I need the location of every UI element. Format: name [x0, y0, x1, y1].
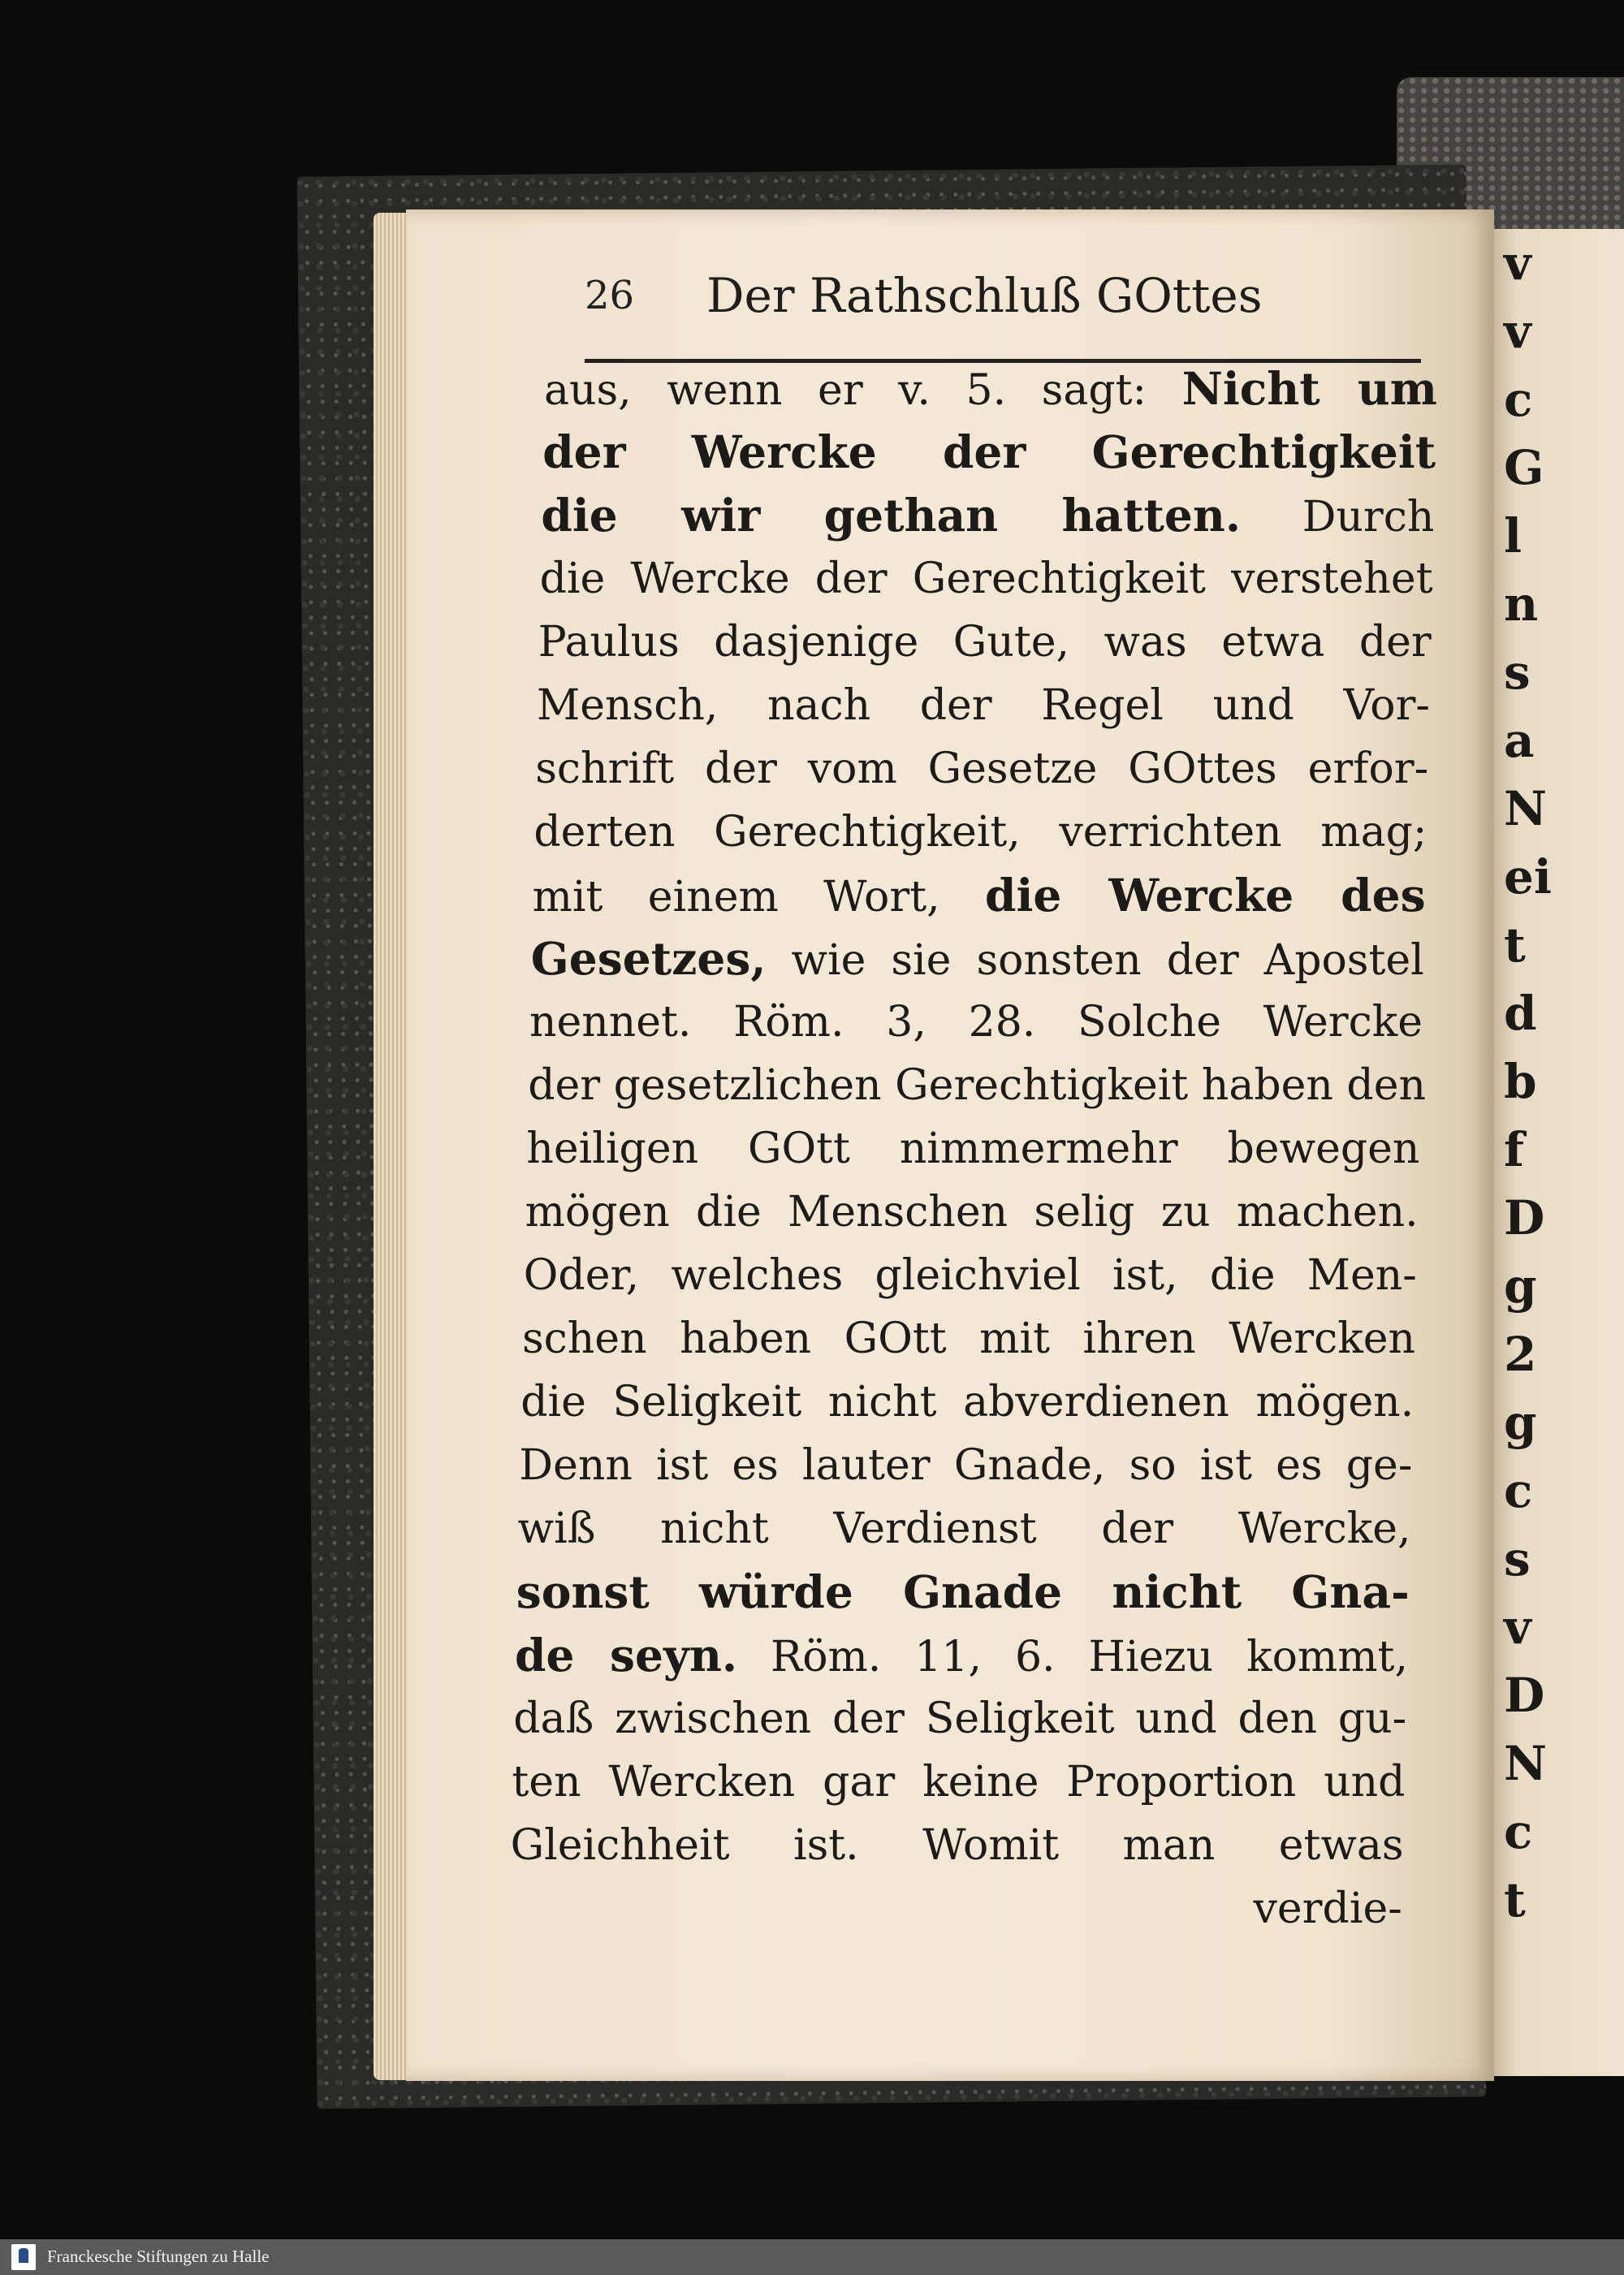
running-head-title: Der Rathschluß GOttes	[706, 268, 1263, 323]
text-segment: mögen die Menschen selig zu machen.	[525, 1188, 1419, 1237]
text-line	[512, 1750, 1405, 1814]
facing-page-letter: N	[1504, 1736, 1548, 1791]
facing-page-letter: v	[1504, 1599, 1531, 1655]
facing-page-letter: ei	[1504, 849, 1552, 904]
text-segment: daß zwischen der Seligkeit und den gu-	[513, 1694, 1407, 1743]
text-line	[533, 801, 1427, 864]
text-line	[520, 1371, 1414, 1434]
emphasized-text: sonst würde Gnade nicht Gna-	[516, 1565, 1410, 1618]
facing-page-letter: c	[1504, 1804, 1533, 1859]
text-line	[533, 864, 1426, 927]
text-segment: die Wercke der Gerechtigkeit verstehet	[539, 555, 1433, 603]
facing-page-letter: d	[1504, 986, 1537, 1041]
text-line	[544, 357, 1437, 421]
facing-page-letter: a	[1504, 713, 1535, 768]
emphasized-text: der Wercke der Gerechtigkeit	[542, 425, 1436, 478]
text-segment: die Seligkeit nicht abverdienen mögen.	[520, 1378, 1415, 1427]
facing-page-letter: g	[1504, 1395, 1537, 1450]
facing-page-letter: c	[1504, 372, 1533, 427]
text-line	[541, 484, 1434, 547]
text-line	[524, 1244, 1417, 1307]
text-line	[529, 991, 1423, 1054]
facing-page-letter: D	[1504, 1668, 1545, 1723]
facing-page-fragment	[1494, 229, 1624, 2076]
text-segment: nennet. Röm. 3, 28. Solche Wercke	[529, 998, 1423, 1047]
text-segment: Durch	[1241, 493, 1435, 542]
facing-page-letter: g	[1504, 1258, 1537, 1314]
institution-name: Franckesche Stiftungen zu Halle	[47, 2247, 270, 2266]
text-line	[526, 1117, 1419, 1181]
text-line	[515, 1624, 1408, 1687]
text-segment: derten Gerechtigkeit, verrichten mag;	[533, 808, 1427, 857]
emphasized-text: Gesetzes,	[530, 932, 767, 985]
text-line	[522, 1307, 1415, 1371]
facing-page-letter: v	[1504, 235, 1531, 291]
text-line	[518, 1497, 1411, 1561]
text-segment: ten Wercken gar keine Proportion und	[512, 1758, 1406, 1807]
text-segment: wiß nicht Verdienst der Wercke,	[517, 1504, 1411, 1553]
facing-page-letter: D	[1504, 1190, 1545, 1245]
emphasized-text: die wir gethan hatten.	[541, 489, 1242, 542]
facing-page-letter: n	[1504, 576, 1539, 632]
text-line	[538, 611, 1432, 674]
text-segment: aus, wenn er v. 5. sagt:	[544, 366, 1182, 415]
text-line	[528, 1054, 1426, 1117]
text-line	[519, 1434, 1412, 1497]
text-segment: verdie-	[1253, 1884, 1402, 1933]
facing-page-letter: s	[1504, 1531, 1531, 1586]
facing-page-letter: f	[1504, 1122, 1524, 1177]
text-line	[537, 674, 1430, 737]
text-line	[542, 421, 1436, 484]
facing-page-letter: s	[1504, 645, 1531, 700]
text-segment: schrift der vom Gesetze GOttes erfor-	[535, 745, 1429, 793]
text-segment: Oder, welches gleichviel ist, die Men-	[523, 1251, 1417, 1300]
facing-page-letter: 2	[1504, 1327, 1537, 1382]
text-segment: der gesetzlichen Gerechtigkeit haben den	[528, 1061, 1426, 1110]
emphasized-text: Nicht um	[1181, 362, 1437, 415]
facing-page-letter: b	[1504, 1054, 1537, 1109]
text-segment: Gleichheit ist. Womit man etwas	[510, 1821, 1404, 1870]
text-segment: heiligen GOtt nimmermehr bewegen	[526, 1125, 1420, 1173]
text-segment: wie sie sonsten der Apostel	[766, 936, 1424, 985]
text-line	[516, 1561, 1410, 1624]
text-segment: Paulus dasjenige Gute, was etwa der	[538, 618, 1432, 667]
text-segment: Denn ist es lauter Gnade, so ist es ge-	[519, 1441, 1413, 1490]
text-line	[525, 1181, 1419, 1244]
text-segment: mit einem Wort,	[532, 873, 986, 922]
text-line	[511, 1814, 1404, 1877]
text-segment: Röm. 11, 6. Hiezu kommt,	[737, 1633, 1408, 1681]
facing-page-letter: t	[1504, 917, 1526, 973]
text-line	[513, 1687, 1406, 1750]
facing-page-letter: N	[1504, 781, 1548, 836]
facing-page-letter: G	[1504, 440, 1544, 495]
emphasized-text: die Wercke des	[985, 869, 1426, 922]
body-text	[510, 357, 1437, 1940]
text-line	[509, 1877, 1402, 1940]
facing-page-letter: t	[1504, 1872, 1526, 1927]
text-line	[535, 737, 1428, 801]
viewer-footer	[0, 2239, 1624, 2275]
text-segment: Mensch, nach der Regel und Vor-	[537, 681, 1430, 730]
facing-page-letter: c	[1504, 1463, 1533, 1518]
institution-logo-icon	[11, 2244, 36, 2270]
page-number: 26	[585, 273, 635, 318]
text-line	[540, 547, 1433, 611]
running-head	[585, 268, 1421, 333]
text-line	[531, 927, 1424, 991]
text-segment: schen haben GOtt mit ihren Wercken	[522, 1314, 1415, 1363]
facing-page-letter: v	[1504, 304, 1531, 359]
emphasized-text: de seyn.	[515, 1629, 738, 1681]
facing-page-letter: l	[1504, 508, 1522, 563]
